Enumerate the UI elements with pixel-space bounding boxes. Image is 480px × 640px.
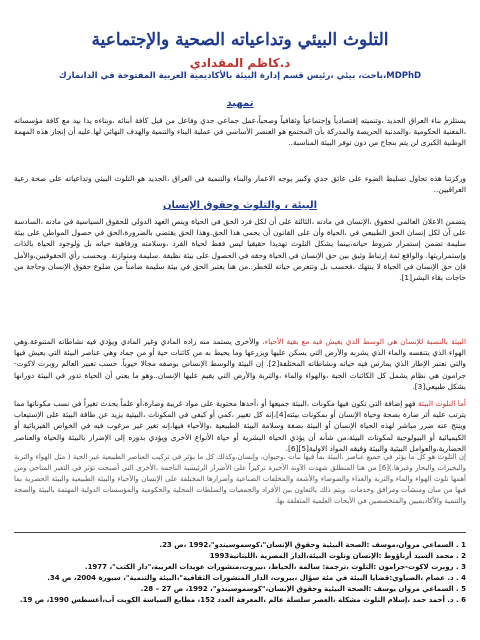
environment-paragraph-2 bbox=[14, 336, 466, 394]
footnote-item: 5 . السماعي مروان يوسف :الصحة البيئية وحقوق الإنسان،"كوسموسيندو"، 1992، ص 27 – 28. bbox=[140, 585, 466, 593]
footnote-item: 3 . روبرت لاكوت-جرامون :التلوث ،ترجمة: سالمة ،الخياط، ،بيروت،منشورات عويدات العربية،"دار الكتب"، 1977. bbox=[84, 563, 466, 571]
document-page bbox=[14, 0, 466, 640]
environment-paragraph-4: إن التلوث هو كل ما يؤثر في جميع عناصر ،البيئة بما فيها نبات ،وحيوان، وإنسان،وكذلك كل ما يؤثر في تركيب العناصر الطبيعية غير الحية ( مثل الهواء والتربة والبحيرات والبحار وغيرها.)[6] من هنا المنطلق شهدت الآونة الأخيرة تركيزاً على الأضرار الرئيسية الناجمة ،الأخرى التي أصبحت تؤثر في التغير المناخي ومن أهمها تلوث الهواء والماء والتربة والغذاء والضوضاء والأشعة والمخلفات الصناعية وأضرارها المختلفة على الإنسان والأحياء والبيئة الطبيعية والبيئة الحضرية بما فيها من مبان ومنشآت ومرافق وخدمات. ويتم ذلك بالتعاون بين الأفراد والجمعيات والسلطات المحلية والحكومية والمؤسسات الدولية المهتمة بالبيئة والصحة والتنمية والأكاديميين والمتخصصين في الأبحاث العلمية المتعلقة بها. bbox=[14, 453, 467, 505]
footnote-item: 2 . محمد السيد أرناؤوط :الإنسان وتلوث البيئة،الدار المصرية ،اللبنانية1993 bbox=[209, 552, 466, 560]
article-title: التلوث البيئي وتداعياته الصحية والإجتماعية bbox=[91, 30, 389, 50]
author-name: د.كاظم المقدادي bbox=[189, 56, 291, 70]
pollution-definition-lead: أما التلوث البيئة bbox=[418, 399, 466, 408]
environment-definition-text: والأخرى يستمد منه زاده المادي وغير المادي ويؤدي فيه نشاطاته المتنوعة.وهي الهواء الذي يتنفسه والماء الذي يشربه والأرض التي يسكن عليها ويزرعها وما يحيط به من كائنات حية أو من جماد وهي عناصر البيئة التي يعيش فيها والتي تعتبر الإطار الذي يمارس فيه حياته ونشاطاته المختلفة[2]. إن البيئة والوسط الإنساني بوصفه مجالا حيوياً. حسب تعبير العالم روبرت لاكوت-جرامون هي نظام يشمل كل الكائنات الحية ،والهواء والماء ،والتربة والأرض التي يقيم عليها الإنسان..وهو ما يعني أن الحياة تدور في البيئة دورانها بشكل طبيعي[3]. bbox=[14, 337, 466, 391]
environment-paragraph-3 bbox=[14, 398, 466, 454]
environment-paragraph-1: يتضمن الاعلان العالمي لحقوق ،الإنسان في مادته ،الثالثة على أن لكل فرد الحق في الحياة وينص العهد الدولي للحقوق السياسية في مادته ،السادسة على أن لكل إنسان الحق الطبيعي في ،الحياة وأن على القانون أن يحمي هذا الحق.وهذا الحق يقتضي بالضرورة،الحق في حصول المواطن على بيئة سليمة تضمن إستمرار شروط حياته،بينما يشكل التلوث تهديدا حقيقيا ليس فقط لحياة الفرد ،وسلامته ورفاهية حياته بل ولوجود الحياة بالذات وإستمراريتها. والواقع ثمة إرتباط وثيق بين حق الإنسان في الحياة وحقه في الحصول على بيئة نظيفة .سليمة ومتوازنة. وبحسب رأي الحقوقيين،والأمل فإن حق الإنسان في الحياة لا ينتهك ،فحسب بل وتتعرض حياته للخطر..من هنا يعتبر الحق في بيئة سليمة ضامناً من ضلوع حقوق الإنسان وحاجة من حاجات بقاء البشر[1]. bbox=[14, 217, 466, 283]
pollution-definition-text: فهو إضافة التي تكون فيها مكونات ،البيئة جميعها أو ،أحدها محتوية على مواد غريبة وضارة،أو علماً يحدث تغيراً في نسب مكوناتها مما يترتب عليه أثر ضارة بصحة وحياة الإنسان أو بمكونات بيئته[4]،إنه كل تغيير ،كمي أو كيفي في المكونات ،البيئية يزيد عن طاقة البيئة على الإستيعاب وينتج عنه ضرر مباشر لهذه الحياة الإنسان أو البيئة بصفة وسلامة البيئة الطبيعية ،والأحياء فيها،إنه تغير غير مرغوب فيه في الخواص الفيزيائية أو الكيميائية أو البيولوجية لمكونات البيئة،من شأنه أن يؤذي الحياة البشرية أو حياة الأنواع الأخرى ويؤدي بدوره إلى الإضرار بالبيئة والحياة والعناصر الحضارية،والعوامل البيئية والبيئة وقيقه المواد الاولية[5][6]. bbox=[14, 399, 467, 453]
footnote-item: 4 . د. عصام ،الصباوي:قضايا البيئة في مئة سؤال ،بيروت، الدار المنشورات الثقافية"،البيئة والتنمية"، سبورة 2004، ص 34. bbox=[47, 574, 466, 582]
footnote-item: 1 . السماعي مروان،موسف :الصحة البيئية وحقوق الإنسان"،كوسموسيندو"،1992 ،ص 23. bbox=[159, 541, 466, 549]
intro-heading: تمهيد bbox=[226, 98, 254, 109]
intro-paragraph-1: يستلزم بناء العراق الجديد ،وتنميته إقتصادياً وإجتماعياً وثقافياً وصحياً،عمل جماعي جدي وفاعل من قبل كافة أبنائه ،وبناءه يدا بيد مع كافة مؤسساته ،المعنية الحكومية ،والمدنية الحريصة والمدركة بأن المجتمع هو العنصر الأساسي في عملية البناء والتنمية والهدف النهائي لها.عليه أن إنجاز هذه المهمة الوطنية الكبرى لن يتم بنجاح من دون توفر البيئة المناسبة.. bbox=[14, 116, 466, 148]
footnote-item: 6 . د. أحمد حمد ،إسلام التلوث مشكلة ،العصر سلسلة عالم ،المعرفة العدد 152، مطابع السياسة الكويت آب،أغسطس 1990، ص 19. bbox=[19, 596, 466, 604]
intro-paragraph-2: وركزتنا هذه تحاول تسليط الضوء على عائق جدي وكبير يوجه الاعمار والبناء والتنمية في العراق ،الجديد هو التلوث البيئي وتداعياته على صحة رعية العراقيين.. bbox=[14, 174, 466, 195]
footnotes-list bbox=[14, 540, 466, 606]
environment-definition-lead: البيئة بالنسبة للإنسان هي الوسط الذي يعيش فيه مع بقية الأحياء، bbox=[262, 337, 466, 346]
footnote-divider bbox=[14, 532, 466, 533]
environment-heading: البيئة ، والتلوث وحقوق الإنسان bbox=[162, 200, 318, 211]
author-affiliation: MDPhD،باحث، بيئي ،رئيس قسم إدارة البيئة بالأكاديمية العربية المفتوحة في الدانمارك bbox=[58, 71, 422, 81]
